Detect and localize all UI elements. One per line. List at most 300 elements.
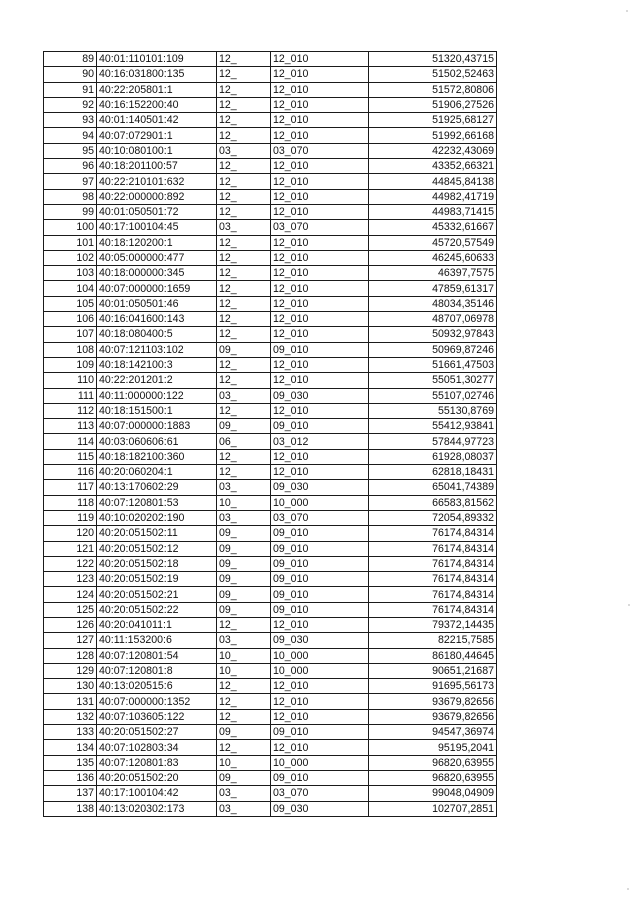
- table-row: [44, 327, 497, 342]
- subgroup-code-cell: 09_010: [271, 419, 369, 434]
- value-cell: 42232,43069: [369, 143, 497, 158]
- group-code-cell: 03_: [217, 786, 271, 801]
- table-row: [44, 250, 497, 265]
- value-cell: 99048,04909: [369, 786, 497, 801]
- subgroup-code-cell: 03_012: [271, 434, 369, 449]
- cadastral-value-table: [43, 51, 497, 817]
- group-code-cell: 12_: [217, 159, 271, 174]
- table-row: [44, 67, 497, 82]
- table-row: [44, 174, 497, 189]
- value-cell: 44983,71415: [369, 204, 497, 219]
- table-row: [44, 770, 497, 785]
- subgroup-code-cell: 09_010: [271, 556, 369, 571]
- table-row: [44, 204, 497, 219]
- table-row: [44, 541, 497, 556]
- table-row: [44, 52, 497, 67]
- table-row: [44, 281, 497, 296]
- value-cell: 51992,66168: [369, 128, 497, 143]
- table-row: [44, 801, 497, 816]
- cadastral-number-cell: 40:07:000000:1659: [97, 281, 217, 296]
- value-cell: 93679,82656: [369, 694, 497, 709]
- value-cell: 48707,06978: [369, 312, 497, 327]
- row-number-cell: 132: [44, 709, 97, 724]
- table-row: [44, 312, 497, 327]
- cadastral-number-cell: 40:20:051502:22: [97, 602, 217, 617]
- cadastral-number-cell: 40:16:152200:40: [97, 97, 217, 112]
- group-code-cell: 12_: [217, 174, 271, 189]
- subgroup-code-cell: 12_010: [271, 679, 369, 694]
- cadastral-number-cell: 40:18:142100:3: [97, 357, 217, 372]
- subgroup-code-cell: 12_010: [271, 52, 369, 67]
- table-row: [44, 434, 497, 449]
- group-code-cell: 12_: [217, 52, 271, 67]
- row-number-cell: 104: [44, 281, 97, 296]
- table-row: [44, 648, 497, 663]
- cadastral-number-cell: 40:17:100104:45: [97, 220, 217, 235]
- subgroup-code-cell: 09_010: [271, 526, 369, 541]
- value-cell: 50969,87246: [369, 342, 497, 357]
- group-code-cell: 09_: [217, 602, 271, 617]
- group-code-cell: 09_: [217, 526, 271, 541]
- group-code-cell: 12_: [217, 250, 271, 265]
- cadastral-number-cell: 40:13:170602:29: [97, 480, 217, 495]
- table-body: [44, 52, 497, 817]
- row-number-cell: 130: [44, 679, 97, 694]
- value-cell: 51661,47503: [369, 357, 497, 372]
- group-code-cell: 10_: [217, 663, 271, 678]
- table-row: [44, 694, 497, 709]
- table-row: [44, 510, 497, 525]
- cadastral-number-cell: 40:20:051502:19: [97, 572, 217, 587]
- group-code-cell: 12_: [217, 204, 271, 219]
- group-code-cell: 03_: [217, 220, 271, 235]
- row-number-cell: 91: [44, 82, 97, 97]
- group-code-cell: 03_: [217, 388, 271, 403]
- subgroup-code-cell: 12_010: [271, 97, 369, 112]
- table-row: [44, 403, 497, 418]
- value-cell: 51906,27526: [369, 97, 497, 112]
- cadastral-number-cell: 40:01:140501:42: [97, 113, 217, 128]
- row-number-cell: 137: [44, 786, 97, 801]
- group-code-cell: 09_: [217, 419, 271, 434]
- value-cell: 76174,84314: [369, 587, 497, 602]
- value-cell: 94547,36974: [369, 725, 497, 740]
- cadastral-number-cell: 40:20:051502:18: [97, 556, 217, 571]
- row-number-cell: 98: [44, 189, 97, 204]
- row-number-cell: 120: [44, 526, 97, 541]
- subgroup-code-cell: 10_000: [271, 495, 369, 510]
- value-cell: 47859,61317: [369, 281, 497, 296]
- value-cell: 62818,18431: [369, 465, 497, 480]
- row-number-cell: 127: [44, 633, 97, 648]
- cadastral-number-cell: 40:07:121103:102: [97, 342, 217, 357]
- row-number-cell: 108: [44, 342, 97, 357]
- table-row: [44, 82, 497, 97]
- subgroup-code-cell: 12_010: [271, 709, 369, 724]
- subgroup-code-cell: 09_010: [271, 725, 369, 740]
- group-code-cell: 12_: [217, 465, 271, 480]
- group-code-cell: 12_: [217, 327, 271, 342]
- cadastral-number-cell: 40:01:050501:46: [97, 296, 217, 311]
- cadastral-number-cell: 40:01:110101:109: [97, 52, 217, 67]
- table-row: [44, 709, 497, 724]
- table-row: [44, 725, 497, 740]
- row-number-cell: 115: [44, 449, 97, 464]
- group-code-cell: 12_: [217, 679, 271, 694]
- table-row: [44, 755, 497, 770]
- group-code-cell: 12_: [217, 296, 271, 311]
- group-code-cell: 12_: [217, 403, 271, 418]
- row-number-cell: 106: [44, 312, 97, 327]
- table-row: [44, 357, 497, 372]
- cadastral-number-cell: 40:03:060606:61: [97, 434, 217, 449]
- subgroup-code-cell: 12_010: [271, 403, 369, 418]
- cadastral-number-cell: 40:07:072901:1: [97, 128, 217, 143]
- row-number-cell: 136: [44, 770, 97, 785]
- cadastral-number-cell: 40:18:182100:360: [97, 449, 217, 464]
- row-number-cell: 118: [44, 495, 97, 510]
- cadastral-number-cell: 40:20:051502:20: [97, 770, 217, 785]
- subgroup-code-cell: 09_010: [271, 587, 369, 602]
- subgroup-code-cell: 12_010: [271, 113, 369, 128]
- subgroup-code-cell: 12_010: [271, 159, 369, 174]
- group-code-cell: 12_: [217, 235, 271, 250]
- row-number-cell: 126: [44, 617, 97, 632]
- group-code-cell: 03_: [217, 801, 271, 816]
- subgroup-code-cell: 12_010: [271, 128, 369, 143]
- subgroup-code-cell: 12_010: [271, 465, 369, 480]
- value-cell: 82215,7585: [369, 633, 497, 648]
- subgroup-code-cell: 09_010: [271, 572, 369, 587]
- cadastral-number-cell: 40:20:060204:1: [97, 465, 217, 480]
- group-code-cell: 12_: [217, 709, 271, 724]
- scan-speck: [627, 888, 629, 890]
- subgroup-code-cell: 09_030: [271, 801, 369, 816]
- table-row: [44, 602, 497, 617]
- subgroup-code-cell: 12_010: [271, 82, 369, 97]
- cadastral-number-cell: 40:16:031800:135: [97, 67, 217, 82]
- value-cell: 93679,82656: [369, 709, 497, 724]
- value-cell: 51572,80806: [369, 82, 497, 97]
- table-row: [44, 296, 497, 311]
- subgroup-code-cell: 12_010: [271, 357, 369, 372]
- cadastral-number-cell: 40:18:000000:345: [97, 266, 217, 281]
- value-cell: 55051,30277: [369, 373, 497, 388]
- group-code-cell: 12_: [217, 82, 271, 97]
- row-number-cell: 103: [44, 266, 97, 281]
- subgroup-code-cell: 09_010: [271, 770, 369, 785]
- row-number-cell: 110: [44, 373, 97, 388]
- value-cell: 91695,56173: [369, 679, 497, 694]
- table-row: [44, 556, 497, 571]
- group-code-cell: 10_: [217, 648, 271, 663]
- subgroup-code-cell: 12_010: [271, 250, 369, 265]
- group-code-cell: 12_: [217, 266, 271, 281]
- cadastral-number-cell: 40:07:103605:122: [97, 709, 217, 724]
- group-code-cell: 09_: [217, 770, 271, 785]
- row-number-cell: 128: [44, 648, 97, 663]
- group-code-cell: 12_: [217, 312, 271, 327]
- cadastral-number-cell: 40:17:100104:42: [97, 786, 217, 801]
- row-number-cell: 95: [44, 143, 97, 158]
- table-row: [44, 113, 497, 128]
- row-number-cell: 112: [44, 403, 97, 418]
- table-row: [44, 587, 497, 602]
- subgroup-code-cell: 09_010: [271, 541, 369, 556]
- subgroup-code-cell: 12_010: [271, 204, 369, 219]
- value-cell: 45720,57549: [369, 235, 497, 250]
- cadastral-number-cell: 40:10:020202:190: [97, 510, 217, 525]
- cadastral-number-cell: 40:18:120200:1: [97, 235, 217, 250]
- subgroup-code-cell: 12_010: [271, 189, 369, 204]
- value-cell: 51502,52463: [369, 67, 497, 82]
- table-row: [44, 633, 497, 648]
- value-cell: 48034,35146: [369, 296, 497, 311]
- group-code-cell: 12_: [217, 357, 271, 372]
- group-code-cell: 03_: [217, 510, 271, 525]
- subgroup-code-cell: 03_070: [271, 143, 369, 158]
- subgroup-code-cell: 12_010: [271, 327, 369, 342]
- value-cell: 50932,97843: [369, 327, 497, 342]
- subgroup-code-cell: 12_010: [271, 266, 369, 281]
- subgroup-code-cell: 12_010: [271, 740, 369, 755]
- table-row: [44, 617, 497, 632]
- table-row: [44, 159, 497, 174]
- group-code-cell: 12_: [217, 449, 271, 464]
- table-row: [44, 449, 497, 464]
- cadastral-number-cell: 40:13:020302:173: [97, 801, 217, 816]
- value-cell: 95195,2041: [369, 740, 497, 755]
- cadastral-number-cell: 40:22:201201:2: [97, 373, 217, 388]
- subgroup-code-cell: 12_010: [271, 281, 369, 296]
- row-number-cell: 113: [44, 419, 97, 434]
- group-code-cell: 12_: [217, 113, 271, 128]
- row-number-cell: 97: [44, 174, 97, 189]
- table-row: [44, 419, 497, 434]
- value-cell: 72054,89332: [369, 510, 497, 525]
- row-number-cell: 101: [44, 235, 97, 250]
- group-code-cell: 12_: [217, 128, 271, 143]
- subgroup-code-cell: 03_070: [271, 510, 369, 525]
- row-number-cell: 134: [44, 740, 97, 755]
- cadastral-number-cell: 40:18:201100:57: [97, 159, 217, 174]
- table-row: [44, 679, 497, 694]
- group-code-cell: 12_: [217, 97, 271, 112]
- group-code-cell: 10_: [217, 755, 271, 770]
- value-cell: 45332,61667: [369, 220, 497, 235]
- group-code-cell: 12_: [217, 281, 271, 296]
- subgroup-code-cell: 09_030: [271, 388, 369, 403]
- value-cell: 96820,63955: [369, 770, 497, 785]
- table-row: [44, 342, 497, 357]
- cadastral-number-cell: 40:20:051502:11: [97, 526, 217, 541]
- group-code-cell: 09_: [217, 572, 271, 587]
- table-row: [44, 572, 497, 587]
- group-code-cell: 03_: [217, 143, 271, 158]
- row-number-cell: 89: [44, 52, 97, 67]
- row-number-cell: 92: [44, 97, 97, 112]
- value-cell: 46397,7575: [369, 266, 497, 281]
- value-cell: 66583,81562: [369, 495, 497, 510]
- value-cell: 65041,74389: [369, 480, 497, 495]
- subgroup-code-cell: 09_010: [271, 342, 369, 357]
- cadastral-number-cell: 40:01:050501:72: [97, 204, 217, 219]
- row-number-cell: 135: [44, 755, 97, 770]
- table-row: [44, 786, 497, 801]
- row-number-cell: 133: [44, 725, 97, 740]
- table-row: [44, 480, 497, 495]
- value-cell: 51925,68127: [369, 113, 497, 128]
- cadastral-number-cell: 40:20:051502:12: [97, 541, 217, 556]
- cadastral-number-cell: 40:07:120801:54: [97, 648, 217, 663]
- table-row: [44, 97, 497, 112]
- subgroup-code-cell: 10_000: [271, 648, 369, 663]
- value-cell: 76174,84314: [369, 602, 497, 617]
- group-code-cell: 12_: [217, 67, 271, 82]
- value-cell: 51320,43715: [369, 52, 497, 67]
- table-row: [44, 465, 497, 480]
- group-code-cell: 09_: [217, 556, 271, 571]
- group-code-cell: 12_: [217, 694, 271, 709]
- table-row: [44, 220, 497, 235]
- value-cell: 44982,41719: [369, 189, 497, 204]
- cadastral-number-cell: 40:07:120801:53: [97, 495, 217, 510]
- cadastral-number-cell: 40:05:000000:477: [97, 250, 217, 265]
- row-number-cell: 99: [44, 204, 97, 219]
- subgroup-code-cell: 12_010: [271, 449, 369, 464]
- value-cell: 61928,08037: [369, 449, 497, 464]
- cadastral-number-cell: 40:20:051502:21: [97, 587, 217, 602]
- cadastral-number-cell: 40:07:102803:34: [97, 740, 217, 755]
- value-cell: 55107,02746: [369, 388, 497, 403]
- cadastral-number-cell: 40:22:210101:632: [97, 174, 217, 189]
- row-number-cell: 119: [44, 510, 97, 525]
- value-cell: 55130,8769: [369, 403, 497, 418]
- subgroup-code-cell: 10_000: [271, 755, 369, 770]
- row-number-cell: 129: [44, 663, 97, 678]
- cadastral-number-cell: 40:07:000000:1883: [97, 419, 217, 434]
- cadastral-number-cell: 40:16:041600:143: [97, 312, 217, 327]
- cadastral-number-cell: 40:22:000000:892: [97, 189, 217, 204]
- row-number-cell: 122: [44, 556, 97, 571]
- row-number-cell: 116: [44, 465, 97, 480]
- row-number-cell: 124: [44, 587, 97, 602]
- row-number-cell: 131: [44, 694, 97, 709]
- scan-speck: [628, 604, 630, 606]
- row-number-cell: 102: [44, 250, 97, 265]
- value-cell: 96820,63955: [369, 755, 497, 770]
- table-row: [44, 526, 497, 541]
- subgroup-code-cell: 03_070: [271, 786, 369, 801]
- row-number-cell: 117: [44, 480, 97, 495]
- subgroup-code-cell: 09_010: [271, 602, 369, 617]
- value-cell: 43352,66321: [369, 159, 497, 174]
- table-row: [44, 663, 497, 678]
- table-row: [44, 740, 497, 755]
- value-cell: 76174,84314: [369, 572, 497, 587]
- group-code-cell: 12_: [217, 189, 271, 204]
- subgroup-code-cell: 12_010: [271, 296, 369, 311]
- table-row: [44, 373, 497, 388]
- value-cell: 76174,84314: [369, 526, 497, 541]
- subgroup-code-cell: 12_010: [271, 694, 369, 709]
- subgroup-code-cell: 12_010: [271, 174, 369, 189]
- subgroup-code-cell: 12_010: [271, 235, 369, 250]
- value-cell: 76174,84314: [369, 556, 497, 571]
- cadastral-number-cell: 40:07:120801:8: [97, 663, 217, 678]
- table-row: [44, 128, 497, 143]
- row-number-cell: 105: [44, 296, 97, 311]
- cadastral-number-cell: 40:22:205801:1: [97, 82, 217, 97]
- row-number-cell: 114: [44, 434, 97, 449]
- cadastral-number-cell: 40:07:000000:1352: [97, 694, 217, 709]
- subgroup-code-cell: 03_070: [271, 220, 369, 235]
- group-code-cell: 09_: [217, 725, 271, 740]
- group-code-cell: 10_: [217, 495, 271, 510]
- row-number-cell: 100: [44, 220, 97, 235]
- group-code-cell: 03_: [217, 480, 271, 495]
- value-cell: 55412,93841: [369, 419, 497, 434]
- group-code-cell: 09_: [217, 541, 271, 556]
- row-number-cell: 109: [44, 357, 97, 372]
- value-cell: 46245,60633: [369, 250, 497, 265]
- row-number-cell: 138: [44, 801, 97, 816]
- group-code-cell: 12_: [217, 740, 271, 755]
- group-code-cell: 03_: [217, 633, 271, 648]
- subgroup-code-cell: 10_000: [271, 663, 369, 678]
- value-cell: 79372,14435: [369, 617, 497, 632]
- value-cell: 86180,44645: [369, 648, 497, 663]
- row-number-cell: 90: [44, 67, 97, 82]
- table-row: [44, 235, 497, 250]
- cadastral-number-cell: 40:10:080100:1: [97, 143, 217, 158]
- subgroup-code-cell: 09_030: [271, 633, 369, 648]
- table-row: [44, 495, 497, 510]
- row-number-cell: 111: [44, 388, 97, 403]
- value-cell: 76174,84314: [369, 541, 497, 556]
- subgroup-code-cell: 09_030: [271, 480, 369, 495]
- row-number-cell: 107: [44, 327, 97, 342]
- scanned-page: [43, 51, 496, 817]
- row-number-cell: 121: [44, 541, 97, 556]
- cadastral-number-cell: 40:18:080400:5: [97, 327, 217, 342]
- cadastral-number-cell: 40:11:153200:6: [97, 633, 217, 648]
- table-row: [44, 143, 497, 158]
- cadastral-number-cell: 40:20:041011:1: [97, 617, 217, 632]
- scan-speck: [626, 10, 628, 12]
- row-number-cell: 94: [44, 128, 97, 143]
- value-cell: 57844,97723: [369, 434, 497, 449]
- value-cell: 44845,84138: [369, 174, 497, 189]
- subgroup-code-cell: 12_010: [271, 67, 369, 82]
- subgroup-code-cell: 12_010: [271, 312, 369, 327]
- row-number-cell: 93: [44, 113, 97, 128]
- subgroup-code-cell: 12_010: [271, 373, 369, 388]
- row-number-cell: 96: [44, 159, 97, 174]
- group-code-cell: 12_: [217, 617, 271, 632]
- table-row: [44, 388, 497, 403]
- cadastral-number-cell: 40:07:120801:83: [97, 755, 217, 770]
- cadastral-number-cell: 40:11:000000:122: [97, 388, 217, 403]
- row-number-cell: 123: [44, 572, 97, 587]
- group-code-cell: 12_: [217, 373, 271, 388]
- value-cell: 102707,2851: [369, 801, 497, 816]
- group-code-cell: 06_: [217, 434, 271, 449]
- row-number-cell: 125: [44, 602, 97, 617]
- group-code-cell: 09_: [217, 342, 271, 357]
- group-code-cell: 09_: [217, 587, 271, 602]
- cadastral-number-cell: 40:18:151500:1: [97, 403, 217, 418]
